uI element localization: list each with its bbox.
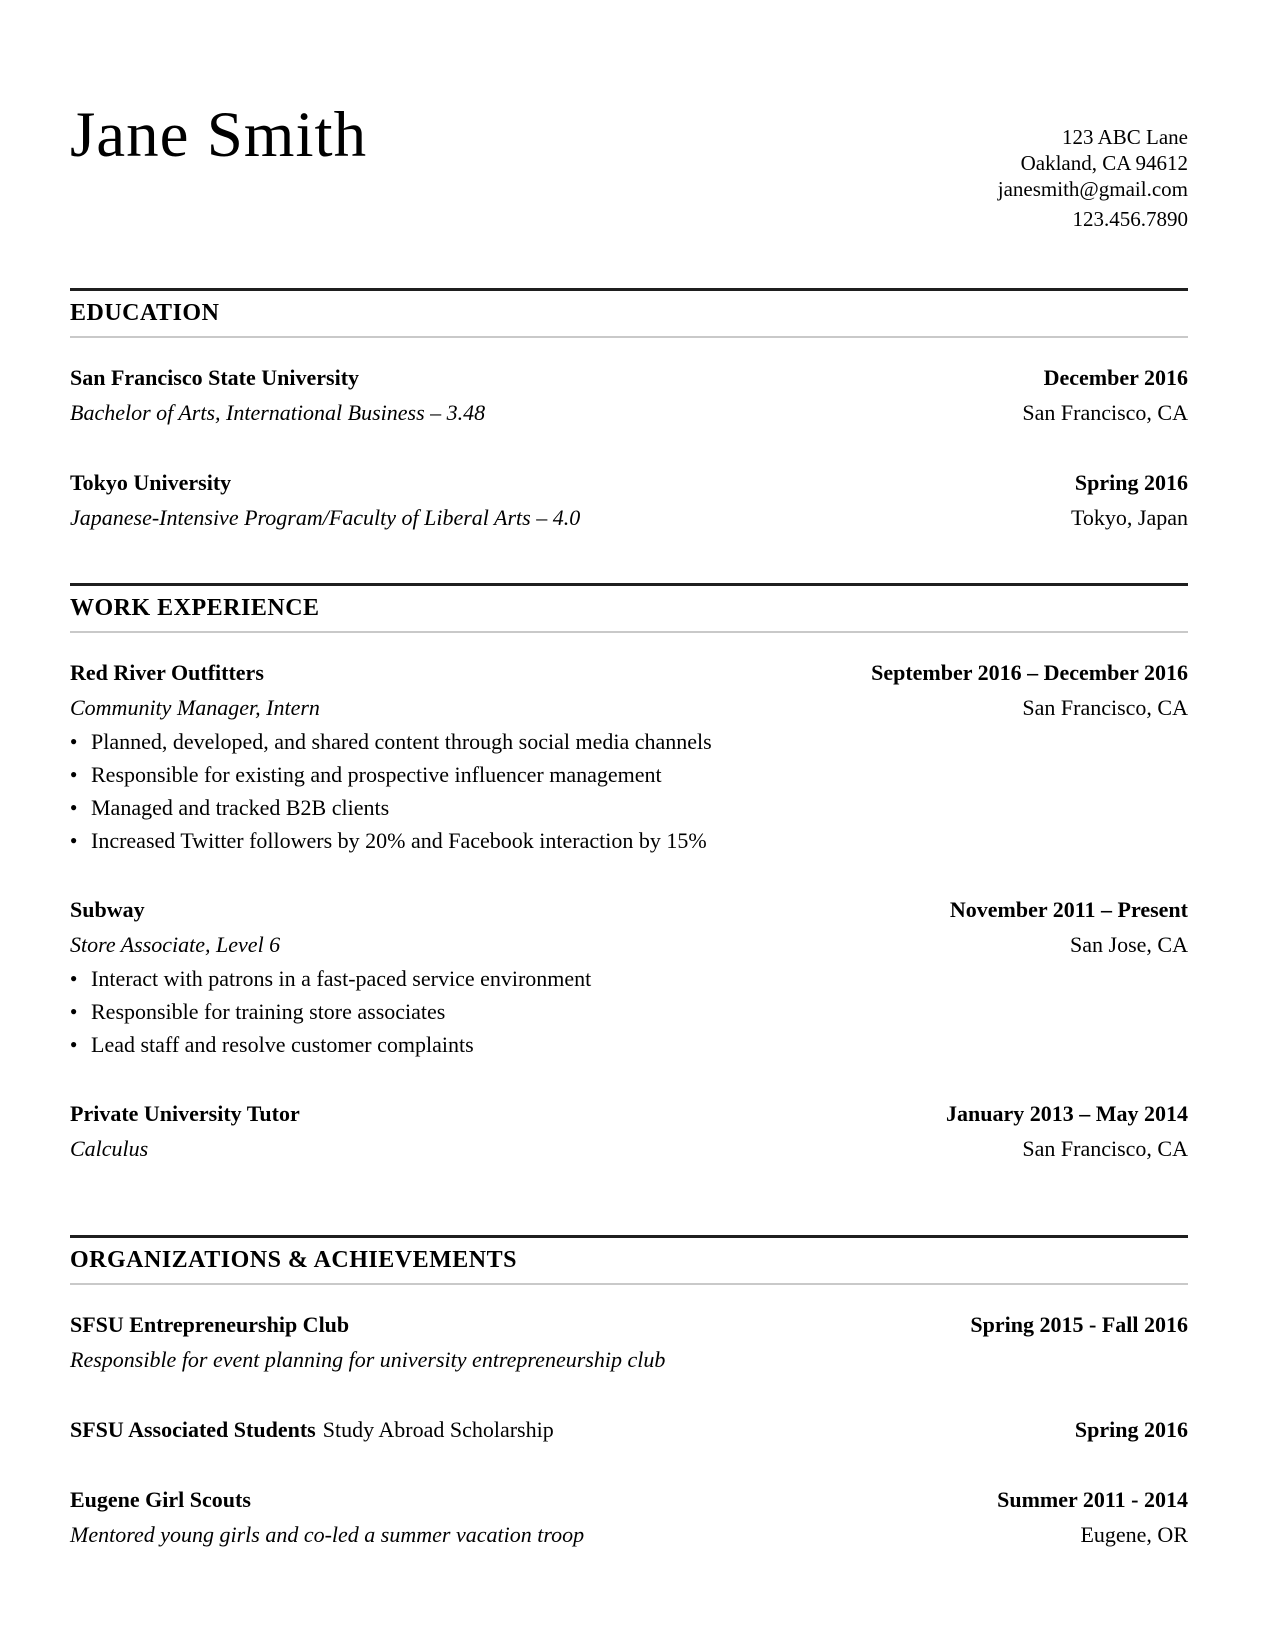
bullet-dot-icon: ● (70, 971, 78, 985)
bullet-dot-icon: ● (70, 833, 78, 847)
entry-subtitle-row (70, 1342, 1188, 1377)
bullet-dot-icon: ● (70, 1037, 78, 1051)
entry-title: Subway (70, 897, 145, 922)
entry-subtitle: Bachelor of Arts, International Business – 3.48 (70, 400, 486, 425)
bullet-text: Increased Twitter followers by 20% and Facebook interaction by 15% (91, 828, 707, 853)
entry-title: Tokyo University (70, 470, 232, 495)
entry-subtitle: Store Associate, Level 6 (70, 932, 281, 957)
bullet-item (70, 758, 1188, 791)
entry-subtitle-row (70, 1131, 1188, 1166)
entry-title-row (70, 360, 1188, 395)
entry-title: SFSU Entrepreneurship Club (70, 1312, 350, 1337)
section-rule-light (70, 631, 1188, 633)
education-entry (70, 360, 1188, 430)
contact-phone: 123.456.7890 (1072, 207, 1188, 231)
entry-location: San Francisco, CA (1022, 1136, 1188, 1161)
bullet-item (70, 725, 1188, 758)
work-entry (70, 655, 1188, 857)
entry-description: Responsible for event planning for university entrepreneurship club (70, 1347, 666, 1372)
entry-date: September 2016 – December 2016 (871, 660, 1188, 685)
bullet-text: Interact with patrons in a fast-paced service environment (91, 966, 592, 991)
resume-header (70, 100, 1188, 232)
work-entry (70, 1096, 1188, 1166)
entry-date: November 2011 – Present (949, 897, 1188, 922)
contact-address-line1: 123 ABC Lane (1062, 125, 1188, 149)
bullet-text: Planned, developed, and shared content through social media channels (91, 729, 712, 754)
entry-subtitle-row (70, 395, 1188, 430)
organization-entry (70, 1412, 1188, 1447)
section-heading-work: WORK EXPERIENCE (70, 595, 320, 621)
entry-subtitle: Community Manager, Intern (70, 695, 320, 720)
person-name: Jane Smith (70, 99, 368, 171)
entry-location: San Francisco, CA (1022, 400, 1188, 425)
entry-location: San Jose, CA (1070, 932, 1188, 957)
bullet-item (70, 962, 1188, 995)
entry-title-line (70, 1412, 554, 1447)
bullet-item (70, 995, 1188, 1028)
entry-date: January 2013 – May 2014 (946, 1101, 1188, 1126)
entry-date: December 2016 (1043, 365, 1188, 390)
section-education (70, 288, 1188, 535)
contact-email: janesmith@gmail.com (997, 177, 1188, 201)
entry-description: Mentored young girls and co-led a summer vacation troop (70, 1522, 585, 1547)
bullet-list (70, 962, 1188, 1061)
bullet-text: Responsible for training store associates (91, 999, 446, 1024)
entry-date: Spring 2016 (1074, 470, 1188, 495)
bullet-list (70, 725, 1188, 857)
entry-title-suffix: Study Abroad Scholarship (322, 1417, 554, 1442)
bullet-dot-icon: ● (70, 767, 78, 781)
bullet-item (70, 1028, 1188, 1061)
bullet-item (70, 791, 1188, 824)
entry-title-row (70, 1482, 1188, 1517)
bullet-text: Responsible for existing and prospective influencer management (91, 762, 662, 787)
entry-title: Private University Tutor (70, 1101, 300, 1126)
entry-title: SFSU Associated Students (70, 1417, 316, 1442)
section-rule-light (70, 1283, 1188, 1285)
entry-date: Summer 2011 - 2014 (997, 1487, 1188, 1512)
bullet-dot-icon: ● (70, 734, 78, 748)
bullet-text: Lead staff and resolve customer complaints (91, 1032, 474, 1057)
entry-subtitle-row (70, 927, 1188, 962)
section-rule-light (70, 336, 1188, 338)
entry-subtitle-row (70, 1517, 1188, 1552)
entry-location: Tokyo, Japan (1071, 505, 1188, 530)
entry-title-row (70, 1096, 1188, 1131)
contact-address-line2: Oakland, CA 94612 (1020, 151, 1188, 175)
organization-entry (70, 1307, 1188, 1377)
entry-location: Eugene, OR (1080, 1522, 1188, 1547)
entry-subtitle-row (70, 500, 1188, 535)
entry-title-row (70, 1412, 1188, 1447)
entry-title-row (70, 465, 1188, 500)
section-heading-organizations: ORGANIZATIONS & ACHIEVEMENTS (70, 1247, 517, 1273)
section-organizations (70, 1235, 1188, 1552)
entry-title: Red River Outfitters (70, 660, 264, 685)
contact-block (998, 100, 1188, 232)
entry-location: San Francisco, CA (1022, 695, 1188, 720)
entry-title-row (70, 892, 1188, 927)
bullet-text: Managed and tracked B2B clients (91, 795, 390, 820)
entry-date: Spring 2016 (1074, 1417, 1188, 1442)
entry-title-row (70, 1307, 1188, 1342)
organization-entry (70, 1482, 1188, 1552)
entry-date: Spring 2015 - Fall 2016 (970, 1312, 1188, 1337)
entry-title-row (70, 655, 1188, 690)
education-entry (70, 465, 1188, 535)
entry-title: San Francisco State University (70, 365, 360, 390)
entry-subtitle: Calculus (70, 1136, 149, 1161)
work-entry (70, 892, 1188, 1061)
entry-subtitle-row (70, 690, 1188, 725)
bullet-dot-icon: ● (70, 1004, 78, 1018)
bullet-item (70, 824, 1188, 857)
bullet-dot-icon: ● (70, 800, 78, 814)
entry-title: Eugene Girl Scouts (70, 1487, 251, 1512)
section-heading-education: EDUCATION (70, 300, 220, 326)
entry-subtitle: Japanese-Intensive Program/Faculty of Liberal Arts – 4.0 (70, 505, 581, 530)
section-work-experience (70, 583, 1188, 1166)
